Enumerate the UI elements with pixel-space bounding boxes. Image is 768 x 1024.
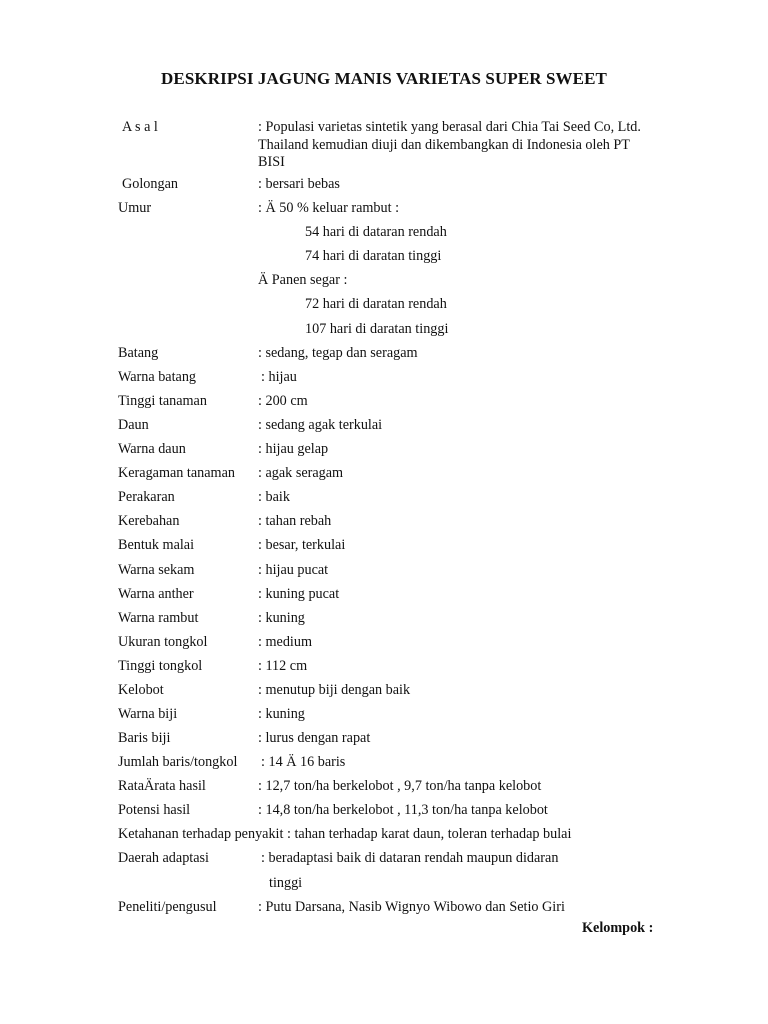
label-warna-biji: Warna biji [118, 706, 178, 722]
label-warna-sekam: Warna sekam [118, 562, 195, 578]
value-umur-a2: 74 hari di daratan tinggi [305, 248, 442, 264]
label-tinggi-tongkol: Tinggi tongkol [118, 658, 203, 674]
value-warna-sekam: : hijau pucat [258, 562, 329, 578]
value-golongan: : bersari bebas [258, 176, 340, 192]
label-keragaman: Keragaman tanaman [118, 465, 235, 481]
label-golongan: Golongan [122, 176, 178, 192]
value-bentuk-malai: : besar, terkulai [258, 537, 346, 553]
value-umur-b2: 107 hari di daratan tinggi [305, 321, 449, 337]
label-peneliti: Peneliti/pengusul [118, 899, 217, 915]
label-warna-anther: Warna anther [118, 586, 194, 602]
value-peneliti: : Putu Darsana, Nasib Wignyo Wibowo dan Setio Giri [258, 899, 565, 915]
label-jumlah-baris: Jumlah baris/tongkol [118, 754, 238, 770]
label-warna-daun: Warna daun [118, 441, 186, 457]
value-batang: : sedang, tegap dan seragam [258, 345, 418, 361]
value-daerah-adaptasi-cont: tinggi [269, 875, 303, 891]
text-ketahanan: Ketahanan terhadap penyakit : tahan terhadap karat daun, toleran terhadap bulai [118, 826, 572, 842]
value-baris-biji: : lurus dengan rapat [258, 730, 371, 746]
label-bentuk-malai: Bentuk malai [118, 537, 195, 553]
label-warna-rambut: Warna rambut [118, 610, 199, 626]
value-tinggi-tongkol: : 112 cm [258, 658, 308, 674]
label-asal: A s a l [122, 119, 158, 135]
value-umur-b: Ä Panen segar : [258, 272, 348, 288]
value-warna-batang: : hijau [261, 369, 297, 385]
value-umur: : Ä 50 % keluar rambut : [258, 200, 400, 216]
value-asal: : Populasi varietas sintetik yang berasal dari Chia Tai Seed Co, Ltd. Thailand kemudian diuji dan dikembangkan di Indonesia oleh PT BISI [258, 119, 641, 170]
label-kelobot: Kelobot [118, 682, 164, 698]
value-rata-hasil: : 12,7 ton/ha berkelobot , 9,7 ton/ha tanpa kelobot [258, 778, 542, 794]
label-batang: Batang [118, 345, 159, 361]
label-daerah-adaptasi: Daerah adaptasi [118, 850, 209, 866]
label-warna-batang: Warna batang [118, 369, 197, 385]
value-perakaran: : baik [258, 489, 290, 505]
value-tinggi-tanaman: : 200 cm [258, 393, 308, 409]
document-title: DESKRIPSI JAGUNG MANIS VARIETAS SUPER SWEET [161, 69, 607, 88]
label-potensi-hasil: Potensi hasil [118, 802, 191, 818]
label-rata-hasil: RataÄrata hasil [118, 778, 206, 794]
label-kerebahan: Kerebahan [118, 513, 180, 529]
value-ukuran-tongkol: : medium [258, 634, 312, 650]
label-tinggi-tanaman: Tinggi tanaman [118, 393, 207, 409]
value-warna-rambut: : kuning [258, 610, 305, 626]
value-umur-a1: 54 hari di dataran rendah [305, 224, 447, 240]
label-ukuran-tongkol: Ukuran tongkol [118, 634, 208, 650]
label-umur: Umur [118, 200, 152, 216]
label-daun: Daun [118, 417, 149, 433]
value-kelobot: : menutup biji dengan baik [258, 682, 411, 698]
value-keragaman: : agak seragam [258, 465, 344, 481]
value-warna-anther: : kuning pucat [258, 586, 340, 602]
label-baris-biji: Baris biji [118, 730, 171, 746]
kelompok-label: Kelompok : [582, 920, 654, 936]
value-daun: : sedang agak terkulai [258, 417, 383, 433]
value-daerah-adaptasi: : beradaptasi baik di dataran rendah maupun didaran [261, 850, 559, 866]
value-kerebahan: : tahan rebah [258, 513, 332, 529]
label-perakaran: Perakaran [118, 489, 175, 505]
value-jumlah-baris: : 14 Ä 16 baris [261, 754, 346, 770]
value-warna-biji: : kuning [258, 706, 305, 722]
value-umur-b1: 72 hari di daratan rendah [305, 296, 447, 312]
value-potensi-hasil: : 14,8 ton/ha berkelobot , 11,3 ton/ha tanpa kelobot [258, 802, 548, 818]
value-warna-daun: : hijau gelap [258, 441, 329, 457]
